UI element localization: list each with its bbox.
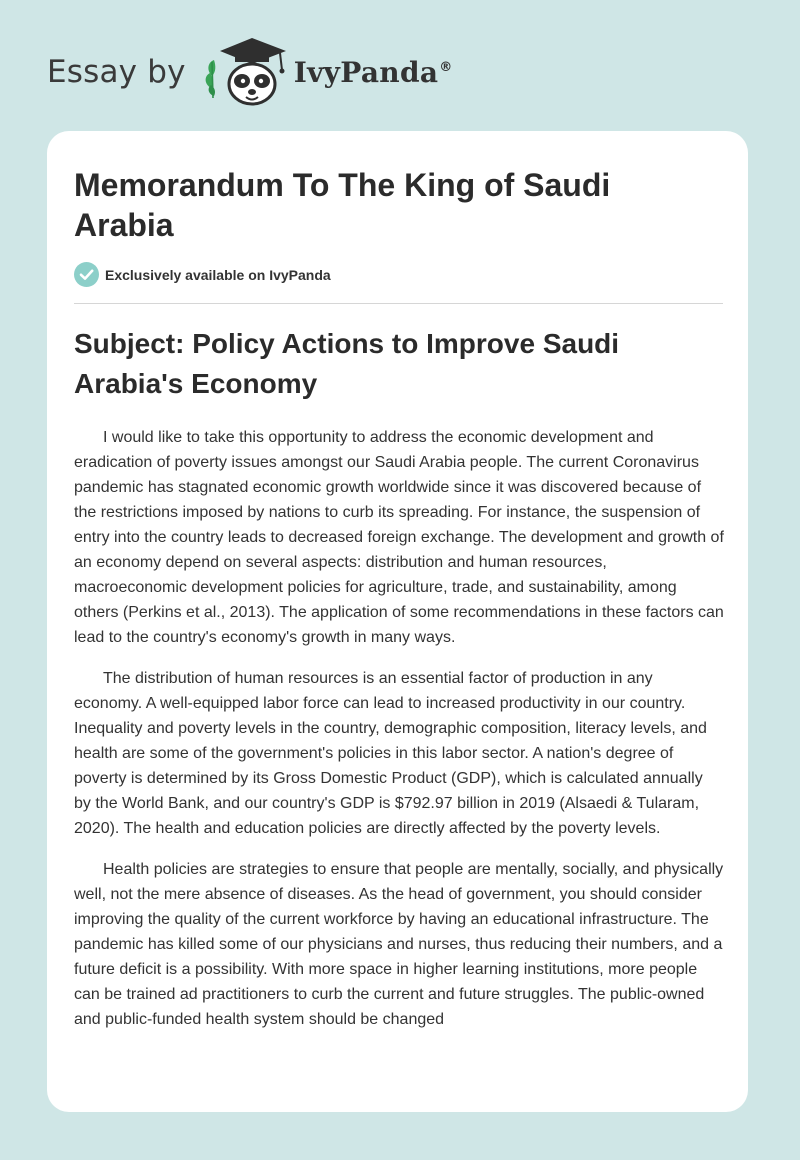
essay-body (74, 425, 724, 1048)
title-divider (74, 303, 723, 304)
paragraph: Health policies are strategies to ensure that people are mentally, socially, and physically well, not the mere absence of diseases. As the head of government, you should consider improving the quality of the current workforce by having an educational infrastructure. The pandemic has killed some of our physicians and nurses, thus reducing their numbers, and a future deficit is a possibility. With more space in higher learning institutions, more people can be trained ad practitioners to curb the current and future struggles. The public-owned and public-funded health system should be changed (74, 861, 724, 1028)
brand-header[interactable] (47, 36, 453, 108)
exclusive-badge (74, 262, 331, 287)
subject-heading: Subject: Policy Actions to Improve Saudi Arabia's Economy (74, 328, 620, 399)
registered-mark: ® (439, 60, 453, 76)
check-circle-icon (74, 262, 99, 287)
paragraph: I would like to take this opportunity to address the economic development and eradication of poverty issues amongst our Saudi Arabia people. The current Coronavirus pandemic has stagnated economic growth worldwide since it was discovered because of the restrictions imposed by nations to curb its spreading. For instance, the suspension of entry into the country leads to decreased foreign exchange. The development and growth of an economy depend on several aspects: distribution and human resources, macroeconomic development policies for agriculture, trade, and sustainability, among others (Perkins et al., 2013). The application of some recommendations in these factors can lead to the country's economy's growth in many ways. (74, 429, 724, 646)
essay-title: Memorandum To The King of Saudi Arabia (74, 167, 611, 243)
essay-card (47, 131, 748, 1112)
brand-name-text: IvyPanda (293, 55, 439, 89)
paragraph: The distribution of human resources is an essential factor of production in any economy. A well-equipped labor force can lead to increased productivity in our country. Inequality and poverty levels in the country, demographic composition, literacy levels, and health are some of the government's policies in this labor sector. A nation's degree of poverty is determined by its Gross Domestic Product (GDP), which is calculated annually by the World Bank, and our country's GDP is $792.97 billion in 2019 (Alsaedi & Tularam, 2020). The health and education policies are directly affected by the poverty levels. (74, 670, 707, 837)
brand-prefix: Essay by (47, 54, 186, 90)
exclusive-label: Exclusively available on IvyPanda (105, 266, 331, 283)
brand-name (294, 56, 453, 89)
panda-graduate-logo-icon (202, 36, 292, 108)
